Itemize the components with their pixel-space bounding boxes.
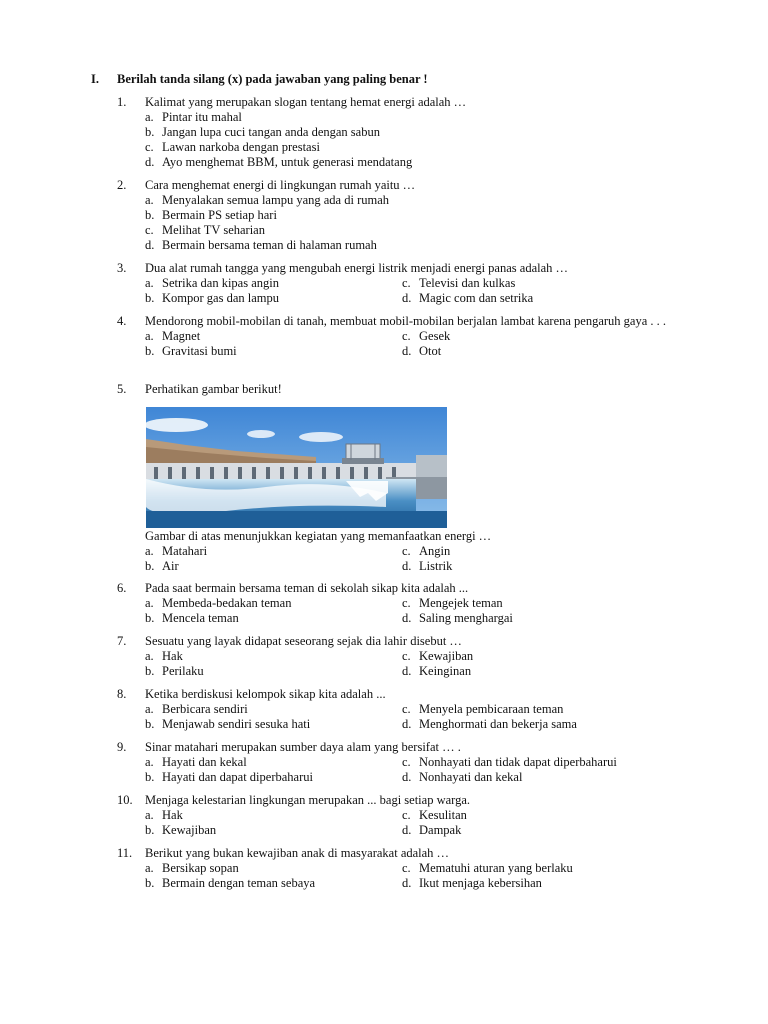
option-letter: d. <box>145 155 155 169</box>
option-list <box>145 649 677 679</box>
option-text: Nonhayati dan kekal <box>419 770 523 784</box>
option-text: Mencela teman <box>162 611 239 625</box>
question-number: 4. <box>117 314 127 328</box>
option-letter: d. <box>402 559 412 573</box>
question-10 <box>117 793 677 838</box>
question-1 <box>117 95 677 170</box>
figure-caption: Gambar di atas menunjukkan kegiatan yang memanfaatkan energi … <box>145 529 492 543</box>
option-letter: d. <box>402 770 412 784</box>
option-c[interactable] <box>402 649 662 664</box>
question-number: 7. <box>117 634 127 648</box>
option-c[interactable] <box>402 596 662 611</box>
question-number: 10. <box>117 793 133 807</box>
question-text: Kalimat yang merupakan slogan tentang hemat energi adalah … <box>145 95 467 109</box>
option-d[interactable] <box>402 291 662 306</box>
option-letter: c. <box>402 596 411 610</box>
option-letter: d. <box>402 823 412 837</box>
option-text: Menghormati dan bekerja sama <box>419 717 577 731</box>
option-d[interactable] <box>402 559 662 574</box>
question-5-answers <box>117 529 677 574</box>
option-text: Menyalakan semua lampu yang ada di rumah <box>162 193 390 207</box>
question-text: Dua alat rumah tangga yang mengubah energi listrik menjadi energi panas adalah … <box>145 261 569 275</box>
option-text: Saling menghargai <box>419 611 513 625</box>
option-list <box>145 193 677 253</box>
option-text: Ayo menghemat BBM, untuk generasi mendatang <box>162 155 413 169</box>
option-a[interactable] <box>145 276 402 291</box>
option-c[interactable] <box>402 276 662 291</box>
option-text: Menjawab sendiri sesuka hati <box>162 717 311 731</box>
option-letter: a. <box>145 861 154 875</box>
option-b[interactable] <box>145 559 402 574</box>
question-5 <box>117 382 677 397</box>
option-c[interactable] <box>145 140 677 155</box>
question-text: Mendorong mobil-mobilan di tanah, membuat mobil-mobilan berjalan lambat karena pengaruh gaya . . . <box>145 314 667 328</box>
option-a[interactable] <box>145 755 402 770</box>
option-letter: b. <box>145 559 155 573</box>
option-text: Televisi dan kulkas <box>419 276 516 290</box>
option-text: Berbicara sendiri <box>162 702 248 716</box>
option-text: Jangan lupa cuci tangan anda dengan sabun <box>162 125 380 139</box>
option-letter: c. <box>402 276 411 290</box>
question-text: Berikut yang bukan kewajiban anak di masyarakat adalah … <box>145 846 450 860</box>
question-9 <box>117 740 677 785</box>
option-text: Keinginan <box>419 664 472 678</box>
option-text: Lawan narkoba dengan prestasi <box>162 140 320 154</box>
option-b[interactable] <box>145 344 402 359</box>
option-a[interactable] <box>145 596 402 611</box>
question-number: 6. <box>117 581 127 595</box>
option-text: Kompor gas dan lampu <box>162 291 279 305</box>
option-text: Otot <box>419 344 442 358</box>
option-d[interactable] <box>402 664 662 679</box>
option-a[interactable] <box>145 110 677 125</box>
option-text: Hak <box>162 808 183 822</box>
option-letter: b. <box>145 664 155 678</box>
option-text: Menyela pembicaraan teman <box>419 702 564 716</box>
question-text: Pada saat bermain bersama teman di sekolah sikap kita adalah ... <box>145 581 469 595</box>
option-letter: d. <box>402 717 412 731</box>
option-a[interactable] <box>145 702 402 717</box>
option-a[interactable] <box>145 649 402 664</box>
option-b[interactable] <box>145 125 677 140</box>
option-b[interactable] <box>145 611 402 626</box>
option-letter: c. <box>402 329 411 343</box>
option-c[interactable] <box>402 861 662 876</box>
option-letter: a. <box>145 702 154 716</box>
option-text: Hayati dan dapat diperbaharui <box>162 770 313 784</box>
option-list <box>145 329 677 359</box>
option-c[interactable] <box>402 329 662 344</box>
option-b[interactable] <box>145 717 402 732</box>
option-text: Kesulitan <box>419 808 467 822</box>
option-c[interactable] <box>402 808 662 823</box>
option-text: Bersikap sopan <box>162 861 239 875</box>
option-letter: a. <box>145 329 154 343</box>
option-text: Hak <box>162 649 183 663</box>
option-text: Matahari <box>162 544 208 558</box>
option-list <box>145 276 677 306</box>
option-text: Gravitasi bumi <box>162 344 237 358</box>
option-list <box>145 755 677 785</box>
question-11 <box>117 846 677 891</box>
option-text: Magnet <box>162 329 201 343</box>
question-text: Sesuatu yang layak didapat seseorang sejak dia lahir disebut … <box>145 634 462 648</box>
option-letter: c. <box>402 755 411 769</box>
option-text: Ikut menjaga kebersihan <box>419 876 542 890</box>
option-letter: c. <box>402 544 411 558</box>
option-letter: d. <box>402 664 412 678</box>
option-c[interactable] <box>145 223 677 238</box>
option-letter: d. <box>402 344 412 358</box>
option-letter: d. <box>402 876 412 890</box>
option-text: Listrik <box>419 559 453 573</box>
option-letter: c. <box>145 140 154 154</box>
question-number: 9. <box>117 740 127 754</box>
option-b[interactable] <box>145 823 402 838</box>
option-letter: c. <box>145 223 154 237</box>
option-letter: b. <box>145 770 155 784</box>
option-letter: b. <box>145 611 155 625</box>
option-text: Dampak <box>419 823 462 837</box>
option-letter: d. <box>145 238 155 252</box>
question-text: Ketika berdiskusi kelompok sikap kita adalah ... <box>145 687 386 701</box>
option-letter: b. <box>145 344 155 358</box>
option-b[interactable] <box>145 664 402 679</box>
option-list <box>145 861 677 891</box>
option-letter: b. <box>145 823 155 837</box>
option-letter: b. <box>145 717 155 731</box>
option-letter: a. <box>145 649 154 663</box>
question-number: 1. <box>117 95 127 109</box>
option-text: Hayati dan kekal <box>162 755 247 769</box>
option-letter: a. <box>145 276 154 290</box>
option-b[interactable] <box>145 770 402 785</box>
option-a[interactable] <box>145 544 402 559</box>
option-d[interactable] <box>402 717 662 732</box>
option-d[interactable] <box>402 770 662 785</box>
option-letter: c. <box>402 649 411 663</box>
question-text: Menjaga kelestarian lingkungan merupakan ... bagi setiap warga. <box>145 793 471 807</box>
option-letter: b. <box>145 125 155 139</box>
option-letter: a. <box>145 193 154 207</box>
option-text: Magic com dan setrika <box>419 291 534 305</box>
option-letter: c. <box>402 861 411 875</box>
option-list <box>145 596 677 626</box>
option-letter: b. <box>145 876 155 890</box>
option-letter: c. <box>402 702 411 716</box>
option-letter: a. <box>145 596 154 610</box>
question-text: Cara menghemat energi di lingkungan rumah yaitu … <box>145 178 416 192</box>
question-number: 5. <box>117 382 127 396</box>
option-letter: a. <box>145 808 154 822</box>
dam-photo <box>146 407 447 528</box>
option-text: Melihat TV seharian <box>162 223 265 237</box>
option-a[interactable] <box>145 193 677 208</box>
option-text: Bermain bersama teman di halaman rumah <box>162 238 377 252</box>
section-numeral: I. <box>91 72 99 86</box>
option-list <box>145 808 677 838</box>
option-c[interactable] <box>402 755 662 770</box>
option-letter: d. <box>402 611 412 625</box>
option-text: Mengejek teman <box>419 596 503 610</box>
question-7 <box>117 634 677 679</box>
option-text: Angin <box>419 544 451 558</box>
option-b[interactable] <box>145 876 402 891</box>
option-b[interactable] <box>145 291 402 306</box>
option-list <box>145 544 677 574</box>
question-3 <box>117 261 677 306</box>
option-letter: a. <box>145 110 154 124</box>
option-text: Gesek <box>419 329 451 343</box>
option-d[interactable] <box>402 823 662 838</box>
option-a[interactable] <box>145 329 402 344</box>
option-d[interactable] <box>402 876 662 891</box>
question-text: Sinar matahari merupakan sumber daya alam yang bersifat … . <box>145 740 461 754</box>
option-text: Bermain dengan teman sebaya <box>162 876 316 890</box>
option-text: Setrika dan kipas angin <box>162 276 279 290</box>
option-text: Nonhayati dan tidak dapat diperbaharui <box>419 755 617 769</box>
option-b[interactable] <box>145 208 677 223</box>
option-letter: b. <box>145 208 155 222</box>
question-2 <box>117 178 677 253</box>
option-c[interactable] <box>402 702 662 717</box>
option-letter: b. <box>145 291 155 305</box>
option-letter: a. <box>145 755 154 769</box>
option-list <box>145 110 677 170</box>
section-instruction: Berilah tanda silang (x) pada jawaban yang paling benar ! <box>117 72 428 86</box>
question-text: Perhatikan gambar berikut! <box>145 382 282 396</box>
question-number: 8. <box>117 687 127 701</box>
question-number: 11. <box>117 846 133 860</box>
question-4 <box>117 314 677 359</box>
section-header <box>91 72 428 87</box>
option-d[interactable] <box>145 238 677 253</box>
option-list <box>145 702 677 732</box>
option-letter: c. <box>402 808 411 822</box>
option-d[interactable] <box>145 155 677 170</box>
option-text: Membeda-bedakan teman <box>162 596 292 610</box>
option-d[interactable] <box>402 611 662 626</box>
option-text: Air <box>162 559 179 573</box>
option-letter: a. <box>145 544 154 558</box>
question-number: 2. <box>117 178 127 192</box>
option-a[interactable] <box>145 861 402 876</box>
question-8 <box>117 687 677 732</box>
option-text: Kewajiban <box>162 823 217 837</box>
option-text: Pintar itu mahal <box>162 110 242 124</box>
question-number: 3. <box>117 261 127 275</box>
option-text: Kewajiban <box>419 649 474 663</box>
option-text: Mematuhi aturan yang berlaku <box>419 861 573 875</box>
option-d[interactable] <box>402 344 662 359</box>
option-a[interactable] <box>145 808 402 823</box>
option-text: Perilaku <box>162 664 204 678</box>
option-c[interactable] <box>402 544 662 559</box>
option-text: Bermain PS setiap hari <box>162 208 277 222</box>
question-6 <box>117 581 677 626</box>
option-letter: d. <box>402 291 412 305</box>
